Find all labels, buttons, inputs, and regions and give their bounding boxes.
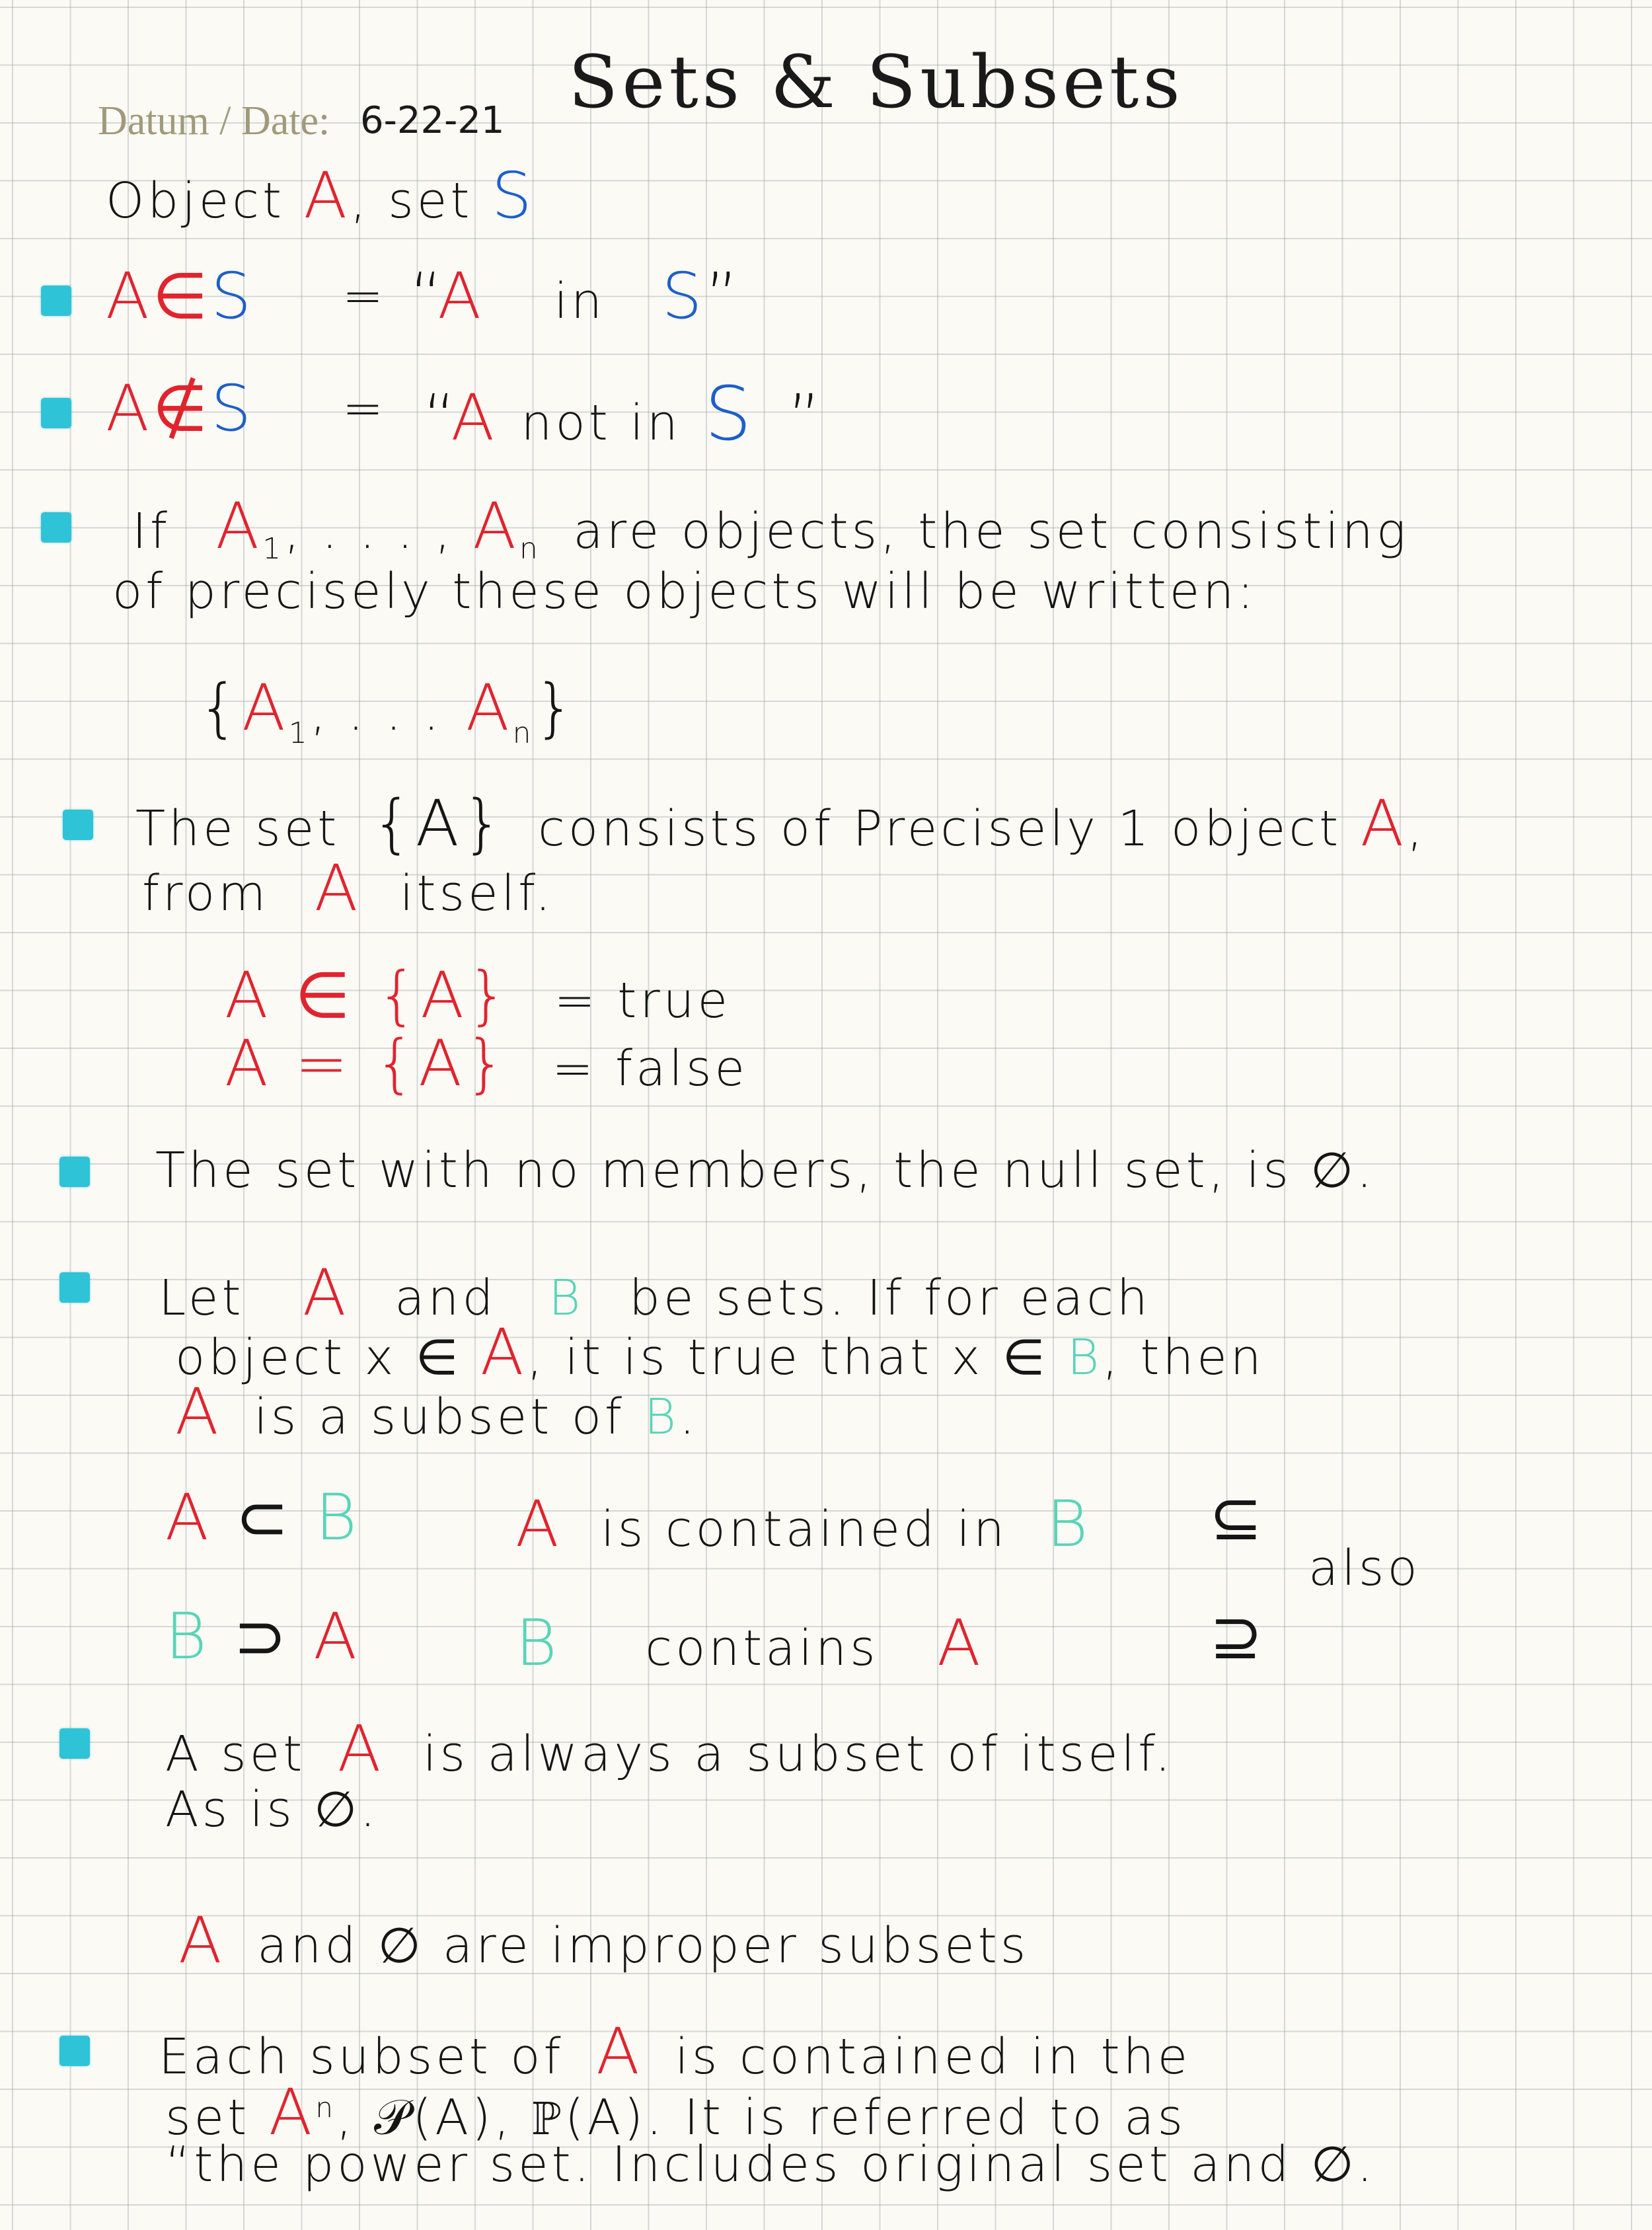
non-membership-lhs: [106, 371, 254, 445]
open-brace: {: [198, 671, 243, 745]
symbol-B: B: [644, 1389, 680, 1445]
word-let: Let: [159, 1270, 244, 1326]
symbol-A: A: [175, 1375, 222, 1449]
symbol-B: B: [315, 1480, 360, 1555]
word-if: If: [132, 503, 170, 560]
symbol-S: S: [704, 371, 755, 457]
symbol-B: B: [515, 1606, 560, 1680]
close-quote: ”: [705, 259, 742, 333]
word-itself: itself.: [399, 865, 554, 922]
close-quote: ”: [788, 381, 825, 455]
date-label: Datum / Date:: [98, 98, 330, 143]
improper-subset-line1: [165, 1712, 1174, 1786]
phrase-is-contained-in: is contained in: [601, 1501, 1008, 1558]
expression-rhs: = false: [552, 1040, 749, 1097]
phrase-the-set: The set: [135, 800, 340, 857]
word-in: in: [554, 273, 606, 330]
bullet-marker: [59, 2036, 90, 2066]
word-from: from: [142, 865, 270, 922]
phrase-is-a-subset-of: is a subset of: [254, 1389, 626, 1445]
superscript-n: n: [315, 2091, 336, 2124]
comma: ,: [1407, 800, 1426, 857]
symbol-A: A: [268, 2075, 316, 2149]
open-quote: “: [423, 381, 451, 455]
superset-or-equal-symbol: ⊇: [1209, 1599, 1266, 1673]
close-brace: }: [534, 671, 578, 745]
period: .: [679, 1389, 698, 1445]
symbol-A: A: [596, 2015, 643, 2089]
symbol-A: A: [303, 1256, 350, 1330]
symbol-A: A: [437, 259, 485, 333]
symbol-A: A: [314, 851, 361, 925]
phrase-not-in: not in: [521, 395, 681, 451]
expression-lhs: A = {A}: [225, 1026, 509, 1100]
subset-definition-line3: [175, 1375, 698, 1449]
bullet-marker: [41, 286, 71, 316]
superset-symbol: ⊃: [233, 1599, 290, 1673]
element-of-symbol: ∈: [152, 259, 211, 333]
subset-symbol: ⊂: [235, 1480, 292, 1555]
superset-notation-meaning: [515, 1606, 984, 1680]
singleton-example-true: [225, 958, 731, 1032]
subset-notation-meaning: [515, 1487, 1091, 1561]
symbol-An: A: [472, 489, 519, 563]
expression-lhs: A ∈ {A}: [225, 958, 511, 1032]
set-notation-example: [198, 671, 578, 750]
symbol-S: S: [211, 259, 255, 333]
intro-object-A: A: [303, 159, 351, 233]
open-quote: “: [410, 259, 438, 333]
improper-subsets-note: [178, 1903, 1029, 1978]
power-set-line3: “the power set. Includes original set and ∅.: [165, 2136, 1376, 2193]
page-title: Sets & Subsets: [568, 40, 1184, 124]
intro-word-set: set: [388, 173, 473, 229]
symbol-A: A: [106, 259, 153, 333]
intro-line: [106, 159, 535, 233]
intro-word-object: Object: [106, 173, 285, 229]
symbol-A: A: [1360, 787, 1408, 861]
singleton-statement-line1: [135, 787, 1426, 861]
improper-subset-line2: As is ∅.: [165, 1781, 379, 1838]
superset-notation: [165, 1599, 360, 1673]
symbol-S: S: [661, 259, 706, 333]
objects-statement-line2: of precisely these objects will be written:: [112, 563, 1258, 620]
membership-rhs: [410, 259, 741, 333]
power-set-notation: , 𝒫(A), ℙ(A). It is referred to as: [336, 2089, 1187, 2146]
objects-statement-rest: are objects, the set consisting: [573, 503, 1409, 560]
phrase-it-is-true: , it is true that x ∈: [527, 1329, 1049, 1386]
ellipsis: , . . .: [310, 685, 443, 742]
expression-rhs: = true: [554, 972, 732, 1029]
phrase-contained-in: is contained in the: [675, 2028, 1191, 2085]
subscript-n: n: [512, 716, 535, 751]
ellipsis: , . . . ,: [284, 503, 454, 560]
symbol-A1: A: [215, 489, 263, 563]
phrase-object-x-in: object x ∈: [175, 1329, 462, 1386]
symbol-A: A: [313, 1599, 360, 1673]
symbol-A: A: [178, 1903, 225, 1978]
word-contains: contains: [645, 1620, 879, 1677]
subset-or-equal-symbol: ⊆: [1209, 1480, 1266, 1555]
null-set-statement: The set with no members, the null set, is ∅.: [155, 1142, 1376, 1199]
singleton-statement-line2: [142, 851, 554, 925]
singleton-example-false: [225, 1026, 748, 1100]
phrase-improper-subsets: and ∅ are improper subsets: [257, 1917, 1030, 1974]
subset-notation: [165, 1480, 360, 1555]
phrase-a-set: A set: [165, 1726, 306, 1783]
symbol-A: A: [337, 1712, 385, 1786]
intro-comma: ,: [350, 173, 369, 229]
bullet-marker: [59, 1272, 90, 1303]
symbol-A: A: [937, 1606, 984, 1680]
objects-statement-line1: [132, 489, 1409, 566]
date-value: 6-22-21: [360, 99, 505, 142]
symbol-A: A: [106, 371, 153, 445]
bullet-marker: [41, 512, 71, 543]
phrase-always-subset: is always a subset of itself.: [422, 1726, 1174, 1783]
symbol-A: A: [515, 1487, 562, 1561]
equals-sign: =: [342, 380, 387, 437]
symbol-B: B: [1046, 1487, 1092, 1561]
symbol-A1: A: [242, 671, 289, 745]
word-then: , then: [1102, 1329, 1265, 1386]
phrase-be-sets: be sets. If for each: [628, 1270, 1151, 1326]
singleton-set: {A}: [371, 787, 506, 861]
membership-lhs: [106, 259, 254, 333]
phrase-consists: consists of Precisely 1 object: [538, 800, 1342, 857]
subscript-n: n: [519, 531, 541, 566]
subscript-1: 1: [262, 531, 285, 566]
symbol-B: B: [548, 1270, 584, 1326]
not-element-of-symbol: ∉: [152, 371, 211, 445]
symbol-B: B: [1067, 1329, 1103, 1386]
word-and: and: [394, 1270, 497, 1326]
symbol-S: S: [211, 371, 255, 445]
phrase-each-subset: Each subset of: [159, 2028, 564, 2085]
symbol-A: A: [451, 381, 498, 455]
word-set: set: [165, 2089, 250, 2146]
bullet-marker: [63, 810, 93, 840]
symbol-A: A: [480, 1315, 527, 1389]
bullet-marker: [41, 398, 71, 428]
non-membership-rhs: [423, 371, 824, 457]
symbol-B: B: [165, 1599, 210, 1673]
also-note: also: [1308, 1540, 1421, 1597]
intro-set-S: S: [491, 159, 535, 233]
subscript-1: 1: [288, 716, 311, 751]
equals-sign: =: [342, 268, 387, 325]
symbol-An: A: [465, 671, 513, 745]
bullet-marker: [59, 1728, 90, 1759]
bullet-marker: [59, 1157, 90, 1187]
symbol-A: A: [165, 1480, 212, 1555]
